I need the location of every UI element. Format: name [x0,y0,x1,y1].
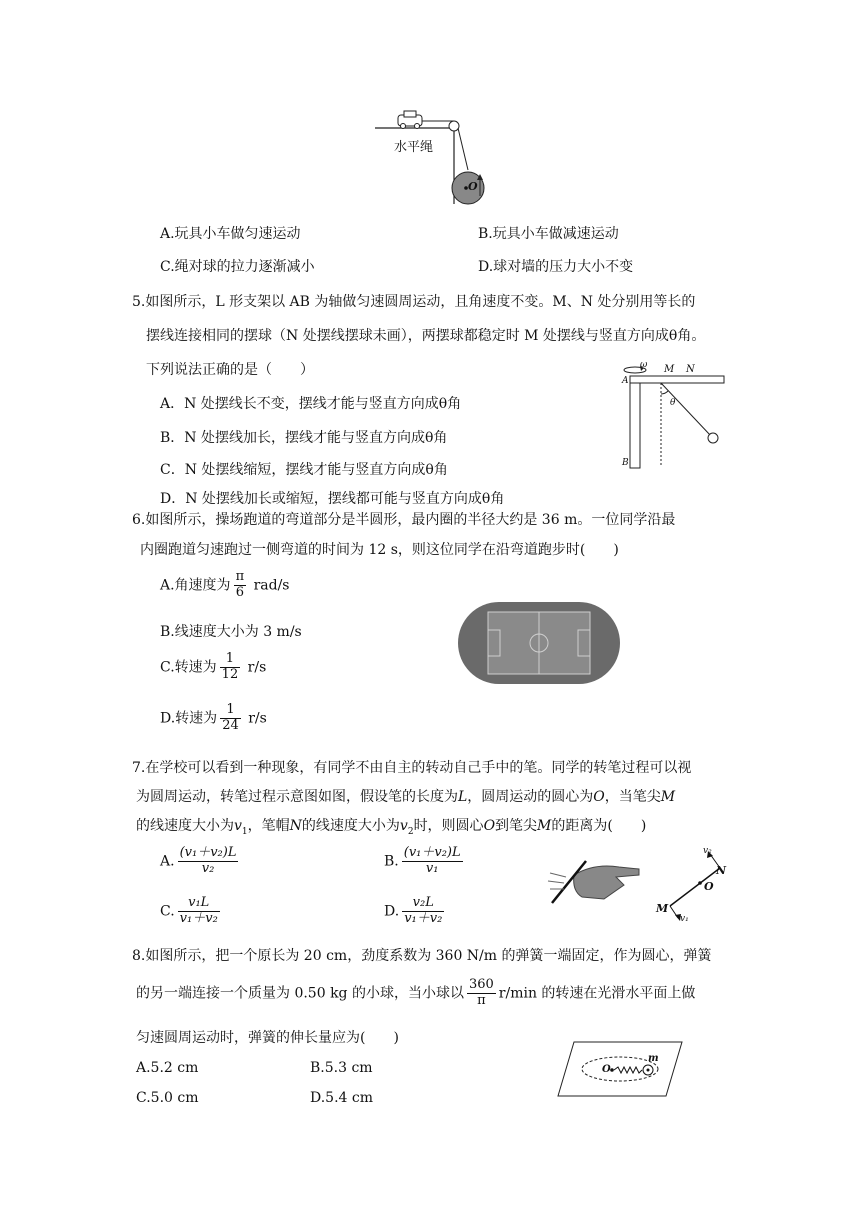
q5-stem-line1: 5.如图所示，L 形支架以 AB 为轴做匀速圆周运动，且角速度不变。M、N 处分别用等长的 [132,294,696,310]
q7-hand-pen-figure [544,855,644,905]
q7-s3b: ，笔帽 [247,818,290,834]
q7-option-c [160,896,223,927]
q7-a-fraction [178,846,239,877]
q6-c-den: 12 [221,666,239,682]
q7-d-den: v₁＋v₂ [404,910,443,926]
q4-figure-label-o: O [468,180,478,193]
q5-option-b: B．N 处摆线加长，摆线才能与竖直方向成θ角 [160,430,448,446]
q6-a-prefix: A.角速度为 [160,577,231,594]
q8-stem-line3: 匀速圆周运动时，弹簧的伸长量应为( ) [136,1030,399,1046]
q5-stem-line2: 摆线连接相同的摆球（N 处摆线摆球未画），两摆球都稳定时 M 处摆线与竖直方向成θ角。 [146,328,706,344]
q7-stem-line3: 的线速度大小为$v_1$，笔帽N的线速度大小为$v_2$时，则圆心O到笔尖M的距离为( ) [136,818,647,837]
q5-l-bracket-figure [615,362,735,474]
q7-fig-n: N [716,864,727,877]
q8-option-b: B.5.3 cm [310,1060,373,1076]
q7-fig-m: M [656,902,669,915]
q7-s2-o: O [593,789,605,805]
q8-s2b: r/min 的转速在光滑水平面上做 [498,985,696,1002]
q7-c-den: v₁＋v₂ [179,910,218,926]
q6-stem-line1: 6.如图所示，操场跑道的弯道部分是半圆形，最内圈的半径大约是 36 m。一位同学沿最 [132,512,676,528]
q5-fig-n: N [686,364,695,375]
q8-option-c: C.5.0 cm [136,1090,199,1106]
q8-den: π [477,992,486,1008]
q6-option-b: B.线速度大小为 3 m/s [160,624,302,640]
q7-s2-l: L [458,789,468,805]
q6-a-unit: rad/s [253,577,290,594]
q5-option-a: A．N 处摆线长不变，摆线才能与竖直方向成θ角 [160,396,462,412]
q8-option-a: A.5.2 cm [136,1060,199,1076]
q5-stem-line3: 下列说法正确的是（ ） [146,362,314,378]
q6-c-unit: r/s [247,659,267,676]
q7-s3d: 时，则圆心 [413,818,484,834]
q7-option-b [384,846,466,877]
q4-option-a: A.玩具小车做匀速运动 [160,226,301,242]
q7-s3a: 的线速度大小为 [136,818,234,834]
q4-option-b: B.玩具小车做减速运动 [478,226,619,242]
q7-stem-line2 [136,787,675,808]
q6-c-prefix: C.转速为 [160,659,217,676]
q7-a-den: v₂ [201,860,215,876]
q7-fig-o: O [704,880,714,893]
q7-d-fraction [402,896,444,927]
q7-s3-v2: v [399,818,408,834]
q6-d-prefix: D.转速为 [160,710,218,727]
q7-b-den: v₁ [425,860,439,876]
q7-s3e: 到笔尖 [495,818,538,834]
q7-vector-diagram [650,848,740,928]
q6-a-fraction [234,570,247,601]
q7-s2-m: M [660,789,676,805]
q8-stem-line1: 8.如图所示，把一个原长为 20 cm，劲度系数为 360 N/m 的弹簧一端固定，作为圆心，弹簧 [132,948,712,964]
q7-d-num: v₂L [402,896,444,912]
q6-a-den: 6 [235,584,244,600]
q7-fig-v2: v₂ [703,846,712,856]
q7-s3-n: N [289,818,302,834]
q6-option-c [160,652,266,683]
q5-fig-omega: ω [640,360,648,370]
q7-s3-v1: v [234,818,242,834]
q7-option-a [160,846,241,877]
q6-a-num: π [235,569,245,584]
q5-fig-m: M [664,364,675,375]
q5-fig-theta: θ [670,398,676,408]
q7-s2b: ，圆周运动的圆心为 [467,789,594,805]
q6-c-fraction [220,652,241,683]
q7-b-label: B. [384,853,399,870]
q7-s3-m: M [537,818,552,834]
q7-fig-v1: v₁ [680,914,689,924]
q7-a-label: A. [160,853,175,870]
q8-s2a: 的另一端连接一个质量为 0.50 kg 的小球，当小球以 [136,985,464,1002]
q6-option-a [160,570,289,601]
q6-d-den: 24 [222,717,239,733]
q5-fig-a: A [622,376,629,386]
q6-stem-line2: 内圈跑道匀速跑过一侧弯道的时间为 12 s，则这位同学在沿弯道跑步时( ) [140,542,619,558]
q7-b-num: (v₁＋v₂)L [403,845,461,860]
q7-s2a: 为圆周运动，转笔过程示意图如图，假设笔的长度为 [136,789,458,805]
q7-a-num: (v₁＋v₂)L [179,845,237,860]
q7-d-label: D. [384,903,400,920]
q8-option-d: D.5.4 cm [310,1090,374,1106]
q6-d-fraction [220,703,241,734]
q6-d-unit: r/s [248,710,267,727]
q7-c-num: v₁L [178,896,220,912]
q8-fraction [467,978,496,1009]
q8-fig-m: m [648,1053,659,1064]
q4-figure-label-rope: 水平绳 [394,140,434,155]
q6-option-d [160,703,267,734]
q5-option-d: D．N 处摆线加长或缩短，摆线都可能与竖直方向成θ角 [160,491,505,507]
q7-s3-o: O [483,818,496,834]
q8-num: 360 [468,977,494,992]
q7-b-fraction [402,846,463,877]
q4-option-c: C.绳对球的拉力逐渐减小 [160,259,315,275]
q8-fig-o: O [602,1064,611,1075]
q7-stem-line1: 7.在学校可以看到一种现象，有同学不由自主的转动自己手中的笔。同学的转笔过程可以视 [132,760,692,776]
q8-spring-figure [556,1040,684,1098]
q7-s3f: 的距离为( ) [551,818,647,834]
q7-s3c: 的线速度大小为 [301,818,400,834]
q5-option-c: C．N 处摆线缩短，摆线才能与竖直方向成θ角 [160,462,448,478]
q6-d-num: 1 [220,703,241,719]
q7-s2c: ，当笔尖 [604,789,661,805]
q6-track-figure [458,602,620,684]
q7-option-d [384,896,447,927]
q7-c-label: C. [160,903,175,920]
q5-fig-b: B [622,458,629,468]
q4-car-pulley-figure [370,108,500,213]
q8-stem-line2 [136,978,695,1009]
q7-c-fraction [178,896,220,927]
q4-option-d: D.球对墙的压力大小不变 [478,259,634,275]
q6-c-num: 1 [220,652,241,668]
